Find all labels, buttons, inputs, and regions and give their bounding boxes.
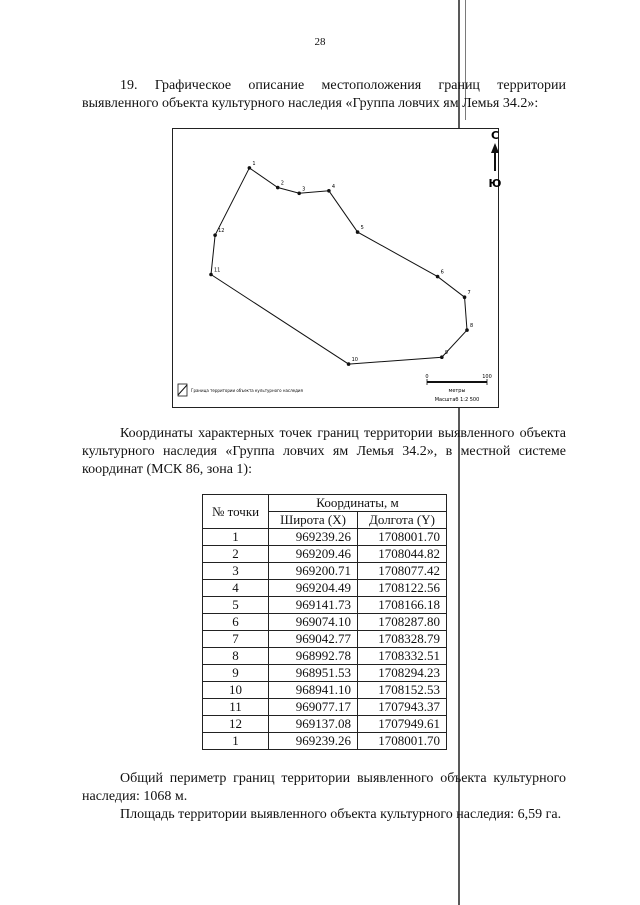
scale-label-start: 0 [425,374,429,380]
longitude-cell: 1708166.18 [357,597,446,614]
south-label: Ю [488,177,502,190]
header-coordinates: Координаты, м [269,495,447,512]
boundary-polygon-group [209,161,473,366]
longitude-cell: 1708001.70 [357,733,446,750]
boundary-point-label: 2 [280,180,284,187]
boundary-point [436,275,440,279]
latitude-cell: 969077.17 [269,699,358,716]
latitude-cell: 969200.71 [269,563,358,580]
coordinates-table [202,494,447,750]
table-row [203,733,447,750]
latitude-cell: 968951.53 [269,665,358,682]
longitude-cell: 1707943.37 [357,699,446,716]
scale-bar [425,374,491,403]
longitude-cell: 1708287.80 [357,614,446,631]
boundary-point-label: 3 [302,186,306,193]
boundary-point-label: 8 [470,323,474,330]
scale-text: Масштаб 1:2 500 [434,397,480,403]
point-number-cell: 5 [203,597,269,614]
table-row [203,614,447,631]
boundary-point [440,355,444,359]
table-row [203,631,447,648]
boundary-point [209,273,213,277]
point-number-cell: 12 [203,716,269,733]
boundary-point-label: 9 [444,350,449,357]
table-row [203,597,447,614]
table-row [203,682,447,699]
page-number: 28 [314,36,326,48]
boundary-map-canvas [173,129,502,407]
boundary-point [327,189,331,193]
point-number-cell: 10 [203,682,269,699]
latitude-cell: 969239.26 [269,733,358,750]
north-label: С [490,129,500,142]
coordinates-table-body [203,529,447,750]
point-number-cell: 2 [203,546,269,563]
table-row [203,665,447,682]
boundary-point [465,328,469,332]
map-legend [178,384,303,396]
longitude-cell: 1708122.56 [357,580,446,597]
boundary-point-label: 11 [214,267,221,274]
point-number-cell: 6 [203,614,269,631]
boundary-point [213,233,217,237]
boundary-point [248,166,252,170]
table-row [203,580,447,597]
longitude-cell: 1707949.61 [357,716,446,733]
legend-text: Граница территории объекта культурного наследия [191,388,303,393]
longitude-cell: 1708332.51 [357,648,446,665]
latitude-cell: 969209.46 [269,546,358,563]
longitude-cell: 1708001.70 [357,529,446,546]
longitude-cell: 1708044.82 [357,546,446,563]
table-row [203,563,447,580]
header-point-number: № точки [203,495,269,529]
longitude-cell: 1708077.42 [357,563,446,580]
boundary-point-label: 10 [351,357,358,364]
point-number-cell: 1 [203,733,269,750]
boundary-point-label: 1 [252,160,256,167]
header-latitude: Широта (X) [269,512,358,529]
point-number-cell: 11 [203,699,269,716]
scale-unit: метры [448,388,466,394]
boundary-map [172,128,502,408]
table-row [203,529,447,546]
point-number-cell: 9 [203,665,269,682]
boundary-point-label: 12 [218,228,225,235]
boundary-polygon [211,168,467,364]
section-heading: 19. Графическое описание местоположения границ территории выявленного объекта культурного наследия «Группа ловчих ям Лемья 34.2»: [82,78,566,111]
latitude-cell: 969074.10 [269,614,358,631]
latitude-cell: 969141.73 [269,597,358,614]
area-text: Площадь территории выявленного объекта культурного наследия: 6,59 га. [120,807,562,822]
table-row [203,648,447,665]
point-number-cell: 8 [203,648,269,665]
header-longitude: Долгота (Y) [357,512,446,529]
boundary-point-label: 4 [331,183,336,190]
longitude-cell: 1708152.53 [357,682,446,699]
boundary-point-label: 6 [440,269,444,276]
scale-label-end: 100 [482,374,492,380]
boundary-point [276,186,280,190]
boundary-point [297,191,301,195]
latitude-cell: 969042.77 [269,631,358,648]
point-number-cell: 3 [203,563,269,580]
longitude-cell: 1708328.79 [357,631,446,648]
perimeter-text: Общий периметр границ территории выявленного объекта культурного наследия: 1068 м. [82,771,566,804]
coordinates-intro: Координаты характерных точек границ территории выявленного объекта культурного наследия «Группа ловчих ям Лемья 34.2», в местной системе координат (МСК 86, зона 1): [82,426,566,477]
north-arrow [489,129,502,190]
latitude-cell: 968941.10 [269,682,358,699]
point-number-cell: 1 [203,529,269,546]
table-row [203,546,447,563]
boundary-point [463,295,467,299]
table-row [203,716,447,733]
latitude-cell: 968992.78 [269,648,358,665]
longitude-cell: 1708294.23 [357,665,446,682]
boundary-point-label: 5 [360,225,364,232]
boundary-point-label: 7 [467,290,471,297]
latitude-cell: 969239.26 [269,529,358,546]
latitude-cell: 969137.08 [269,716,358,733]
boundary-point [356,230,360,234]
latitude-cell: 969204.49 [269,580,358,597]
point-number-cell: 4 [203,580,269,597]
point-number-cell: 7 [203,631,269,648]
table-row [203,699,447,716]
boundary-point [347,362,351,366]
